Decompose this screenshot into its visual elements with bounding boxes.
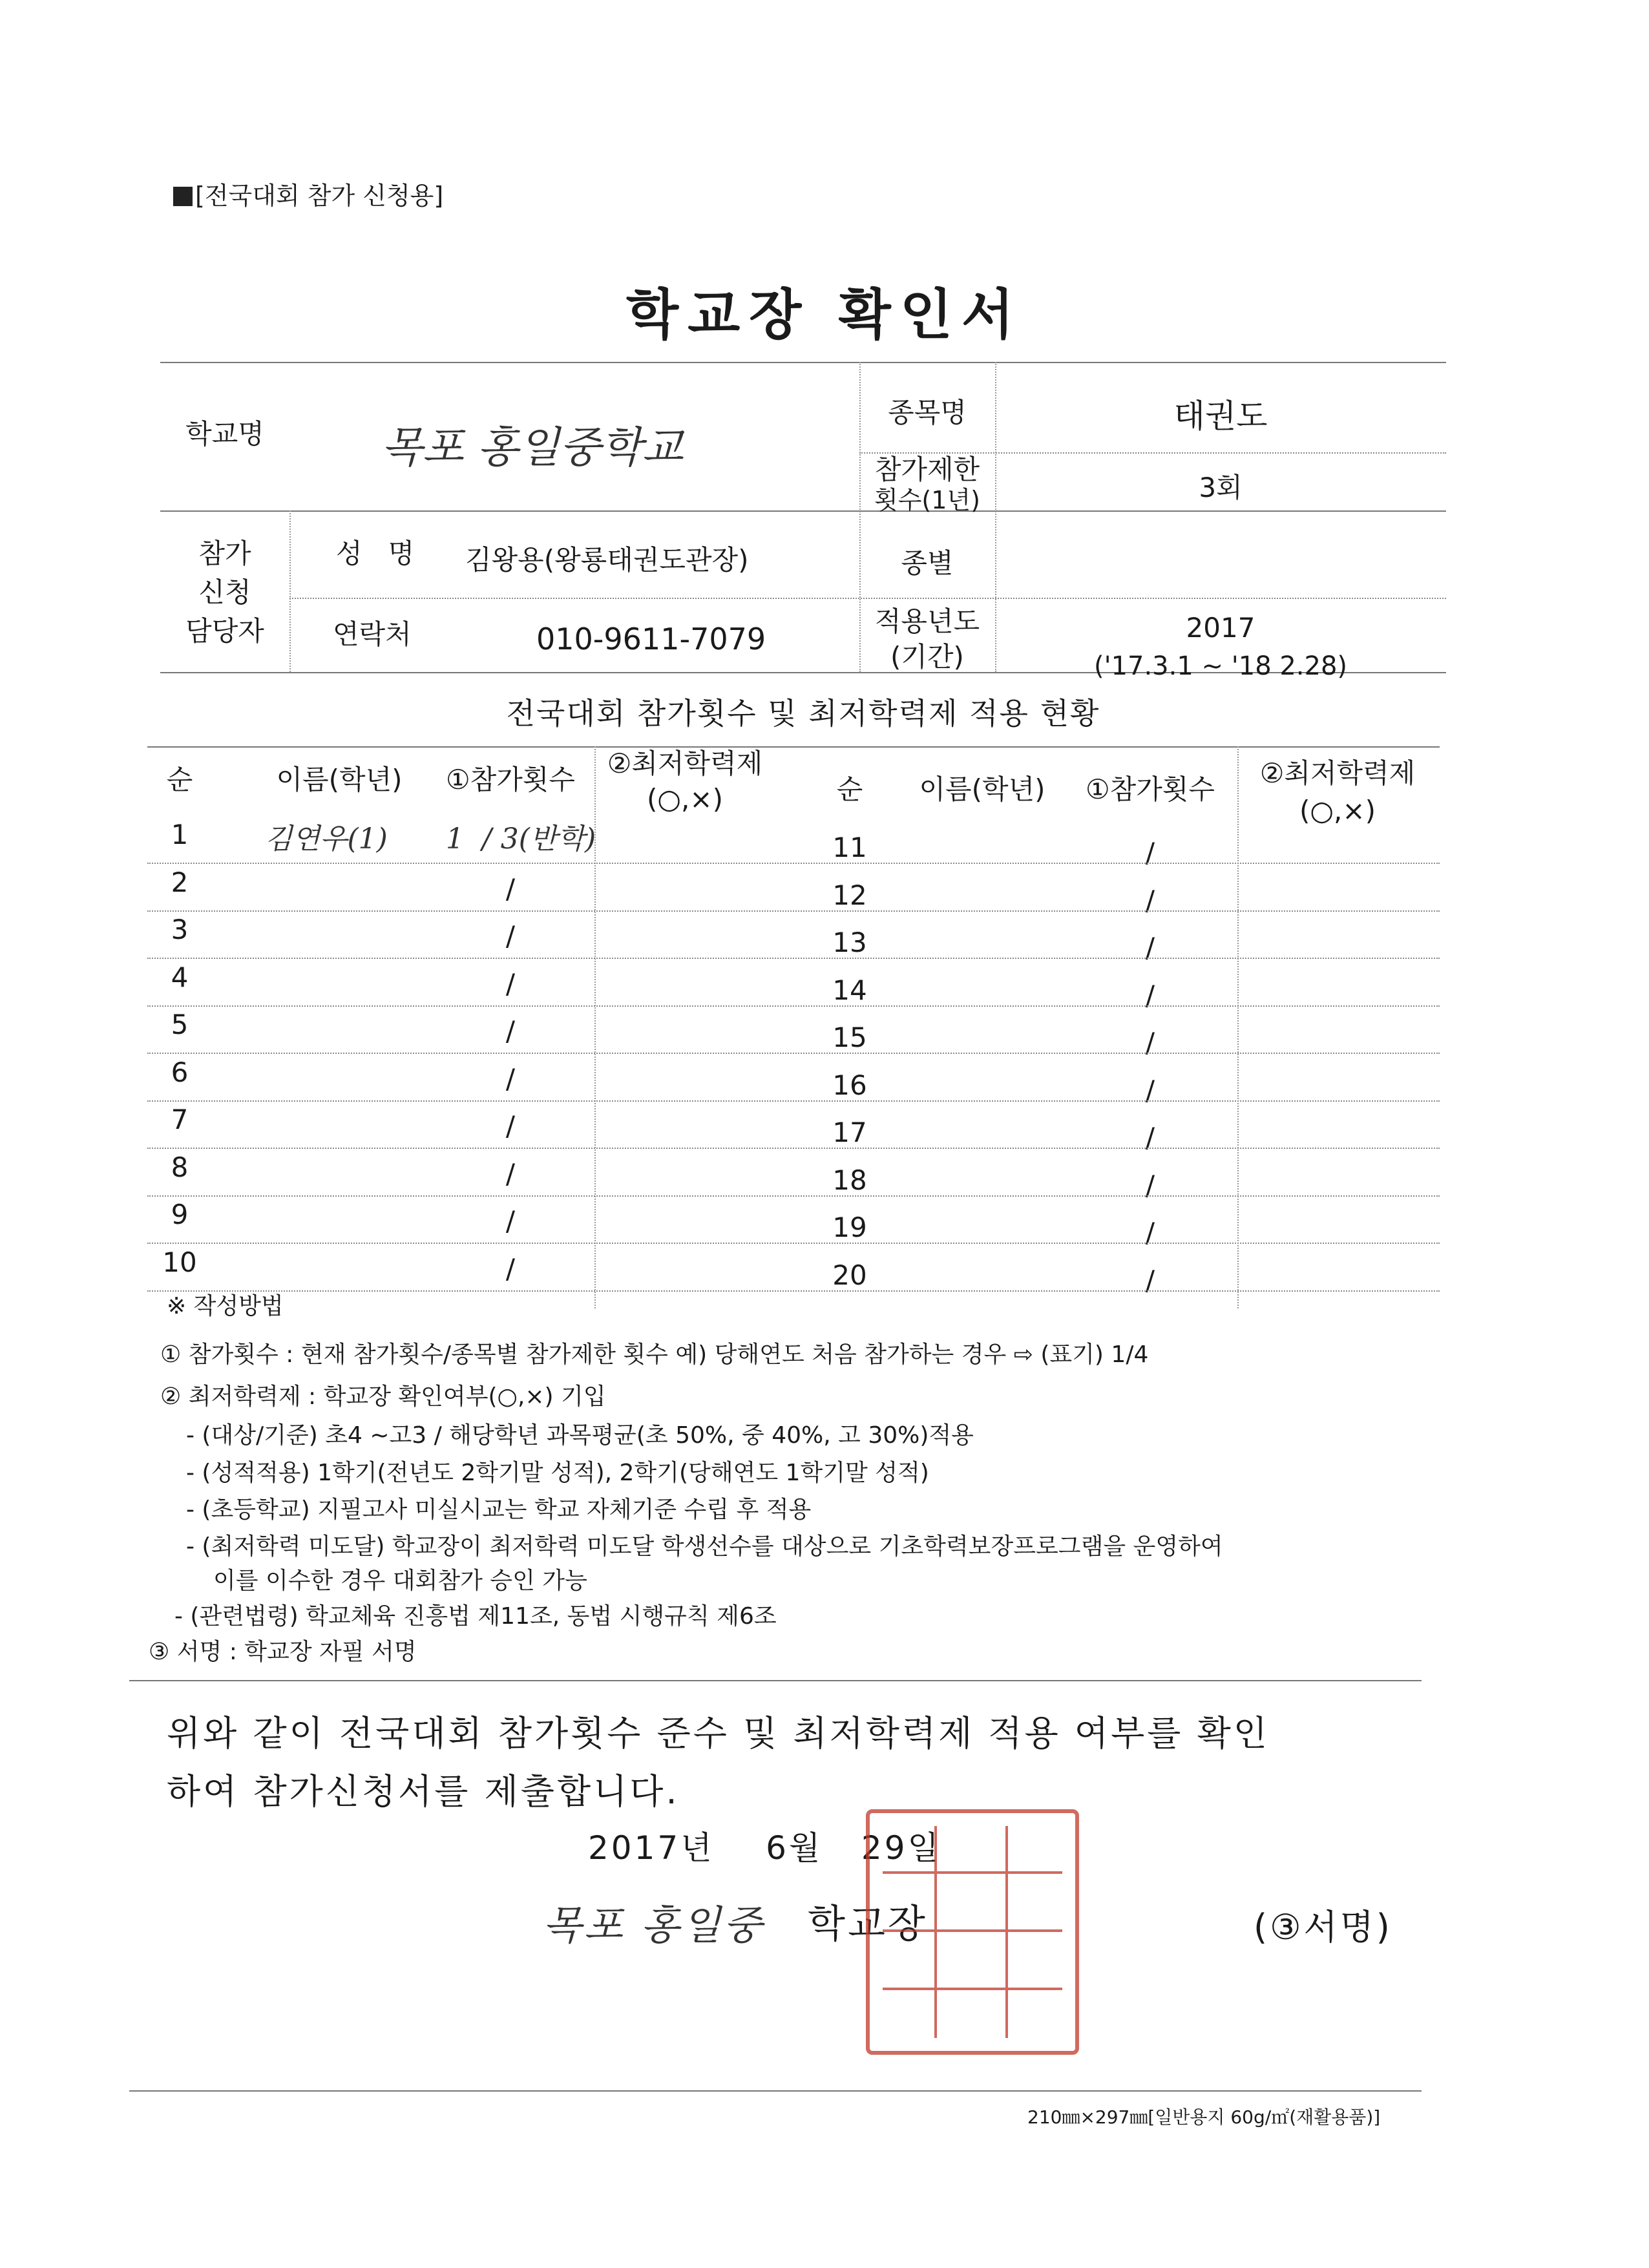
row-count-slash: / (1145, 1264, 1155, 1296)
row-no-left: 9 (171, 1199, 189, 1230)
row-no-right: 12 (832, 879, 867, 911)
row-no-left: 8 (171, 1151, 189, 1183)
row-count-slash: / (505, 872, 516, 905)
status-title: 전국대회 참가횟수 및 최저학력제 적용 현황 (506, 696, 1100, 731)
contact-label-3: 담당자 (185, 615, 264, 647)
year-label-1: 적용년도 (874, 605, 980, 637)
row-count-slash: / (1145, 837, 1155, 868)
table-col-divider (289, 510, 291, 672)
contact-label-2: 신청 (198, 576, 251, 608)
school-handwritten: 목포 홍일중 (543, 1902, 765, 1949)
col-min-left-1: ②최저학력제 (607, 748, 763, 779)
row-no-left: 7 (171, 1104, 189, 1135)
school-name-label: 학교명 (185, 418, 264, 450)
row-count-handwritten: 1 / 3(반학) (446, 823, 596, 856)
paper-spec: 210㎜×297㎜[일반용지 60g/㎡(재활용품)] (1027, 2106, 1381, 2128)
row-no-right: 14 (832, 974, 867, 1006)
note-3: - (대상/기준) 초4 ~고3 / 해당학년 과목평균(초 50%, 중 40%, 고 30%)적용 (186, 1422, 974, 1449)
row-count-slash: / (505, 1015, 516, 1047)
table-row-divider (160, 510, 1446, 512)
limit-value: 3회 (1199, 472, 1243, 503)
row-no-right: 18 (832, 1164, 867, 1196)
note-1: ① 참가횟수 : 현재 참가횟수/종목별 참가제한 횟수 예) 당해연도 처음 참가하는 경우 ⇨ (표기) 1/4 (160, 1341, 1149, 1368)
school-name-value: 목포 홍일중학교 (381, 423, 684, 472)
year-value: 2017 (1186, 612, 1255, 644)
principal-seal-stamp (866, 1809, 1079, 2055)
table-top-border (160, 362, 1446, 363)
note-5: - (초등학교) 지필고사 미실시교는 학교 자체기준 수립 후 적용 (186, 1496, 812, 1523)
status-row-divider (147, 1243, 1440, 1244)
col-min-right-2: (○,×) (1299, 795, 1376, 826)
declaration-line-1: 위와 같이 전국대회 참가횟수 준수 및 최저학력제 적용 여부를 확인 (167, 1713, 1270, 1754)
status-col-divider (1237, 746, 1239, 1308)
contact-name-value: 김왕용(왕룡태권도관장) (465, 544, 749, 576)
row-count-slash: / (1145, 884, 1155, 916)
status-row-divider (147, 1100, 1440, 1102)
status-row-divider (147, 910, 1440, 912)
status-row-divider (147, 1005, 1440, 1007)
row-count-slash: / (1145, 1169, 1155, 1201)
col-no-right: 순 (836, 773, 863, 805)
event-value: 태권도 (1173, 397, 1268, 435)
period-value: ('17.3.1 ~ '18 2.28) (1093, 651, 1348, 681)
status-row-divider (147, 958, 1440, 959)
status-row-divider (147, 1195, 1440, 1197)
event-label: 종목명 (888, 397, 967, 428)
col-count-right: ①참가횟수 (1086, 773, 1215, 805)
contact-name-label: 성 명 (336, 538, 415, 569)
status-row-divider (147, 1148, 1440, 1149)
row-count-slash: / (505, 1205, 516, 1237)
row-count-slash: / (505, 1110, 516, 1142)
square-bullet-icon (173, 187, 193, 206)
contact-label-1: 참가 (198, 538, 251, 569)
row-count-slash: / (1145, 1027, 1155, 1058)
note-7: 이를 이수한 경우 대회참가 승인 가능 (213, 1568, 587, 1594)
row-no-right: 16 (832, 1069, 867, 1101)
note-9: ③ 서명 : 학교장 자필 서명 (149, 1639, 417, 1665)
row-count-slash: / (505, 1252, 516, 1285)
row-no-left: 5 (171, 1009, 189, 1040)
declaration-date: 2017년 6월 29일 (588, 1829, 941, 1867)
limit-label-2: 횟수(1년) (874, 486, 980, 514)
row-no-right: 15 (832, 1022, 867, 1053)
row-count-slash: / (1145, 979, 1155, 1011)
col-count-left: ①참가횟수 (446, 764, 575, 795)
principal-label: 학교장 (808, 1902, 928, 1947)
row-count-slash: / (505, 1157, 516, 1190)
status-table-top (147, 746, 1440, 748)
row-no-left: 6 (171, 1056, 189, 1088)
row-no-right: 19 (832, 1212, 867, 1243)
contact-phone-value: 010-9611-7079 (536, 622, 766, 656)
table-row-divider (289, 598, 1446, 599)
row-no-left: 10 (162, 1246, 197, 1278)
row-name-handwritten: 김연우(1) (265, 823, 388, 856)
row-count-slash: / (1145, 1074, 1155, 1106)
note-2: ② 최저학력제 : 학교장 확인여부(○,×) 기입 (160, 1383, 606, 1410)
col-min-right-1: ②최저학력제 (1259, 757, 1416, 789)
row-no-left: 2 (171, 866, 189, 898)
row-no-right: 20 (832, 1259, 867, 1291)
status-row-divider (147, 1290, 1440, 1292)
row-no-right: 13 (832, 927, 867, 958)
note-8: - (관련법령) 학교체육 진흥법 제11조, 동법 시행규칙 제6조 (174, 1603, 777, 1630)
form-usage-text: [전국대회 참가 신청용] (195, 182, 444, 210)
col-name-left: 이름(학년) (276, 764, 403, 795)
declaration-line-2: 하여 참가신청서를 제출합니다. (167, 1771, 680, 1812)
notes-title: ※ 작성방법 (167, 1293, 284, 1319)
note-6: - (최저학력 미도달) 학교장이 최저학력 미도달 학생선수를 대상으로 기초학력보장프로그램을 운영하여 (186, 1533, 1223, 1560)
col-no-left: 순 (166, 764, 193, 795)
row-no-left: 1 (171, 819, 189, 850)
row-count-slash: / (505, 920, 516, 952)
row-no-left: 4 (171, 961, 189, 993)
page-bottom-border (129, 2090, 1422, 2092)
contact-phone-label: 연락처 (333, 618, 412, 650)
note-4: - (성적적용) 1학기(전년도 2학기말 성적), 2학기(당해연도 1학기말 성적) (186, 1460, 929, 1486)
signature-label: (③서명) (1254, 1907, 1392, 1948)
row-count-slash: / (505, 967, 516, 1000)
row-no-right: 17 (832, 1117, 867, 1148)
document-title: 학교장 확인서 (625, 283, 1024, 346)
col-min-left-2: (○,×) (647, 783, 723, 815)
row-count-slash: / (1145, 1217, 1155, 1248)
status-row-divider (147, 1053, 1440, 1054)
row-no-right: 11 (832, 832, 867, 863)
col-name-right: 이름(학년) (919, 773, 1045, 805)
notes-bottom-border (129, 1680, 1422, 1681)
row-count-slash: / (1145, 1122, 1155, 1153)
row-count-slash: / (505, 1062, 516, 1095)
row-no-left: 3 (171, 914, 189, 945)
row-count-slash: / (1145, 932, 1155, 963)
year-label-2: (기간) (890, 641, 964, 673)
form-usage-tag (173, 176, 443, 211)
status-row-divider (147, 863, 1440, 864)
limit-label-1: 참가제한 (874, 454, 980, 485)
category-label: 종별 (901, 547, 954, 579)
